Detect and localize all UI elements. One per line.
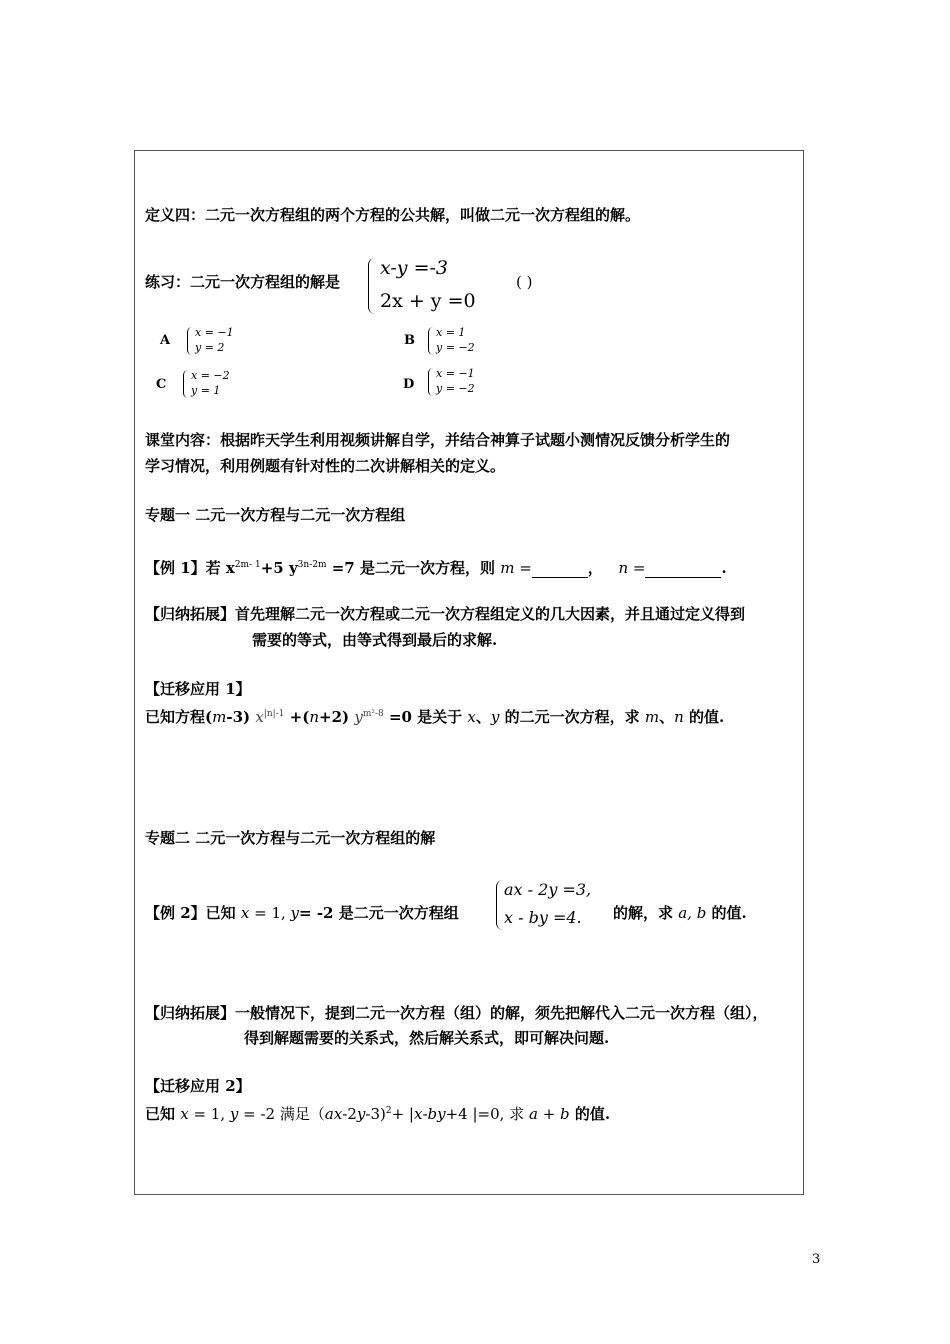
application-two-body: 已知 x = 1, y = -2 满足（ax-2y-3)$^2$+ |x-by+4 |=0, 求 a + b 的值.: [145, 1105, 611, 1123]
option-c-letter: C: [156, 377, 167, 392]
example-two: 【例 2】已知 x = 1, y= -2 是二元一次方程组: [145, 904, 459, 922]
answer-blank-n: [645, 563, 721, 578]
option-b-letter: B: [404, 333, 415, 348]
definition-four: 定义四：二元一次方程组的两个方程的公共解，叫做二元一次方程组的解。: [145, 206, 641, 224]
practice-label: 练习：二元一次方程组的解是: [145, 273, 341, 291]
option-b-brace: [428, 327, 433, 355]
classroom-line-2: 学习情况，利用例题有针对性的二次讲解相关的定义。: [145, 457, 506, 475]
system-brace: [368, 258, 375, 314]
example-two-brace: [496, 880, 503, 930]
application-one-title: 【迁移应用 1】: [145, 680, 251, 698]
application-one-body: 已知方程(m-3) $x^{|n|-1} +(n+2)$ $y^{m^2-8} =0$ 是关于 x、y 的二元一次方程，求 m、n 的值.: [145, 708, 725, 726]
example-two-eq2: x - by =4.: [504, 908, 582, 927]
option-c-brace: [183, 370, 188, 398]
answer-blank-m: [532, 563, 588, 578]
topic-two-heading: 专题二 二元一次方程与二元一次方程组的解: [145, 829, 436, 847]
classroom-line-1: 课堂内容：根据昨天学生利用视频讲解自学，并结合神算子试题小测情况反馈分析学生的: [145, 431, 731, 449]
practice-eq2: 2x + y =0: [380, 290, 476, 312]
option-a-brace: [187, 327, 192, 355]
option-d-letter: D: [403, 377, 415, 392]
page-number: 3: [812, 1252, 821, 1267]
option-c-system: x = −2 y = 1: [191, 369, 230, 397]
option-d-brace: [428, 368, 433, 396]
example-one: 【例 1】若 $x^{2m- 1}+5$ $y^{3n-2m} =7$ 是二元一次方程，则 m = ， n = .: [145, 559, 727, 577]
induction-two-line-1: 【归纳拓展】一般情况下，提到二元一次方程（组）的解，须先把解代入二元一次方程（组），: [145, 1004, 768, 1022]
option-a-system: x = −1 y = 2: [195, 326, 234, 354]
application-two-title: 【迁移应用 2】: [145, 1077, 251, 1095]
induction-one-line-2: 需要的等式，由等式得到最后的求解.: [252, 631, 498, 649]
example-two-tail: 的解，求 a, b 的值.: [613, 904, 747, 922]
option-d-system: x = −1 y = −2: [436, 367, 475, 395]
topic-one-heading: 专题一 二元一次方程与二元一次方程组: [145, 506, 406, 524]
practice-eq1: x-y =-3: [380, 257, 449, 279]
example-two-eq1: ax - 2y =3,: [504, 880, 592, 899]
induction-one-line-1: 【归纳拓展】首先理解二元一次方程或二元一次方程组定义的几大因素，并且通过定义得到: [145, 605, 746, 623]
answer-paren: ( ): [516, 273, 533, 291]
option-a-letter: A: [160, 333, 171, 348]
induction-two-line-2: 得到解题需要的关系式，然后解关系式，即可解决问题.: [244, 1029, 610, 1047]
option-b-system: x = 1 y = −2: [436, 326, 475, 354]
